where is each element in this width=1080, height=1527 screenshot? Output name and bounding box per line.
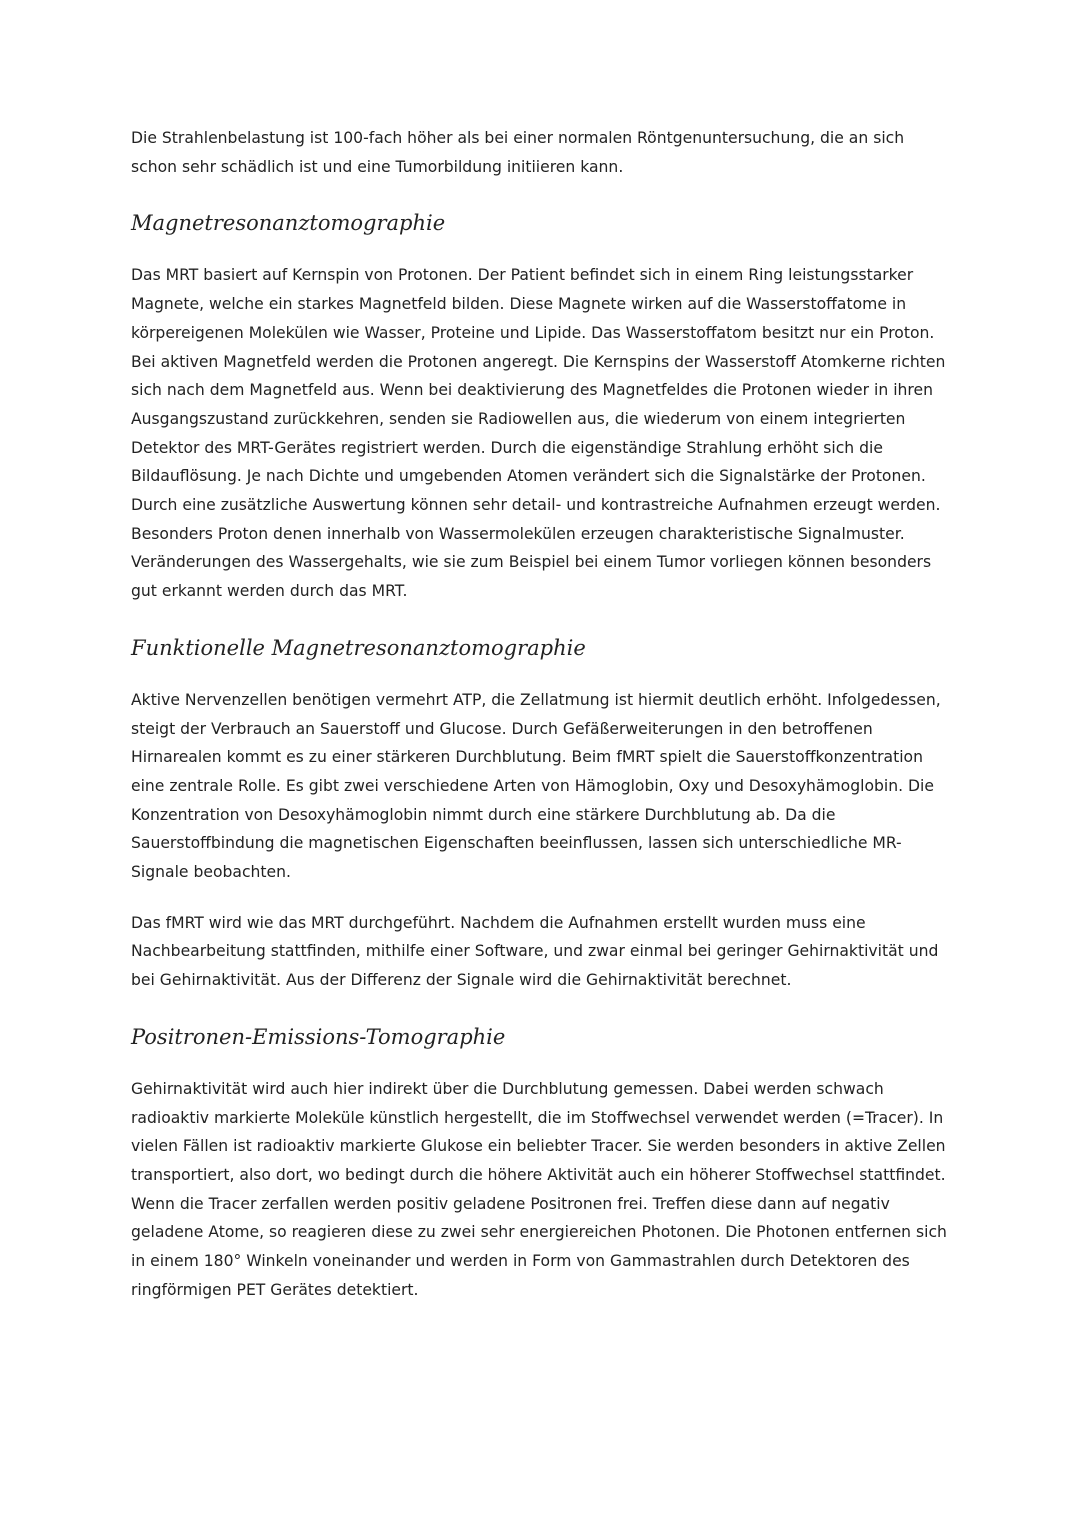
section-paragraph-mrt: Das MRT basiert auf Kernspin von Protonen. Der Patient befindet sich in einem Ring leistungsstarker Magnete, welche ein starkes Magnetfeld bilden. Diese Magnete wirken auf die Wasserstoffatome in körpereigenen Molekülen wie Wasser, Proteine und Lipide. Das Wasserstoffatom besitzt nur ein Proton. Bei aktiven Magnetfeld werden die Protonen angeregt. Die Kernspins der Wasserstoff Atomkerne richten sich nach dem Magnetfeld aus. Wenn bei deaktivierung des Magnetfeldes die Protonen wieder in ihren Ausgangszustand zurückkehren, senden sie Radiowellen aus, die wiederum von einem integrierten Detektor des MRT-Gerätes registriert werden. Durch die eigenständige Strahlung erhöht sich die Bildauflösung. Je nach Dichte und umgebenden Atomen verändert sich die Signalstärke der Protonen. Durch eine zusätzliche Auswertung können sehr detail- und kontrastreiche Aufnahmen erzeugt werden. Besonders Proton denen innerhalb von Wassermolekülen erzeugen charakteristische Signalmuster. Veränderungen des Wassergehalts, wie sie zum Beispiel bei einem Tumor vorliegen können besonders gut erkannt werden durch das MRT.	[131, 266, 946, 601]
intro-paragraph: Die Strahlenbelastung ist 100-fach höher als bei einer normalen Röntgenuntersuchung, die an sich schon sehr schädlich ist und eine Tumorbildung initiieren kann.	[131, 129, 905, 176]
document-page	[131, 124, 951, 1305]
section-heading-fmrt: Funktionelle Magnetresonanztomographie	[131, 635, 586, 660]
section-heading-mrt: Magnetresonanztomographie	[131, 211, 446, 236]
section-paragraph-fmrt-2: Das fMRT wird wie das MRT durchgeführt. Nachdem die Aufnahmen erstellt wurden muss eine Nachbearbeitung stattfinden, mithilfe einer Software, und zwar einmal bei geringer Gehirnaktivität und bei Gehirnaktivität. Aus der Differenz der Signale wird die Gehirnaktivität berechnet.	[131, 913, 939, 990]
section-paragraph-pet: Gehirnaktivität wird auch hier indirekt über die Durchblutung gemessen. Dabei werden schwach radioaktiv markierte Moleküle künstlich hergestellt, die im Stoffwechsel verwendet werden (=Tracer). In vielen Fällen ist radioaktiv markierte Glukose ein beliebter Tracer. Sie werden besonders in aktive Zellen transportiert, also dort, wo bedingt durch die höhere Aktivität auch ein höherer Stoffwechsel stattfindet. Wenn die Tracer zerfallen werden positiv geladene Positronen frei. Treffen diese dann auf negativ geladene Atome, so reagieren diese zu zwei sehr energiereichen Photonen. Die Photonen entfernen sich in einem 180° Winkeln voneinander und werden in Form von Gammastrahlen durch Detektoren des ringförmigen PET Gerätes detektiert.	[131, 1079, 947, 1299]
section-paragraph-fmrt-1: Aktive Nervenzellen benötigen vermehrt ATP, die Zellatmung ist hiermit deutlich erhöht. Infolgedessen, steigt der Verbrauch an Sauerstoff und Glucose. Durch Gefäßerweiterungen in den betroffenen Hirnarealen kommt es zu einer stärkeren Durchblutung. Beim fMRT spielt die Sauerstoffkonzentration eine zentrale Rolle. Es gibt zwei verschiedene Arten von Hämoglobin, Oxy und Desoxyhämoglobin. Die Konzentration von Desoxyhämoglobin nimmt durch eine stärkere Durchblutung ab. Da die Sauerstoffbindung die magnetischen Eigenschaften beeinflussen, lassen sich unterschiedliche MR-Signale beobachten.	[131, 690, 941, 882]
section-heading-pet: Positronen-Emissions-Tomographie	[131, 1024, 506, 1049]
